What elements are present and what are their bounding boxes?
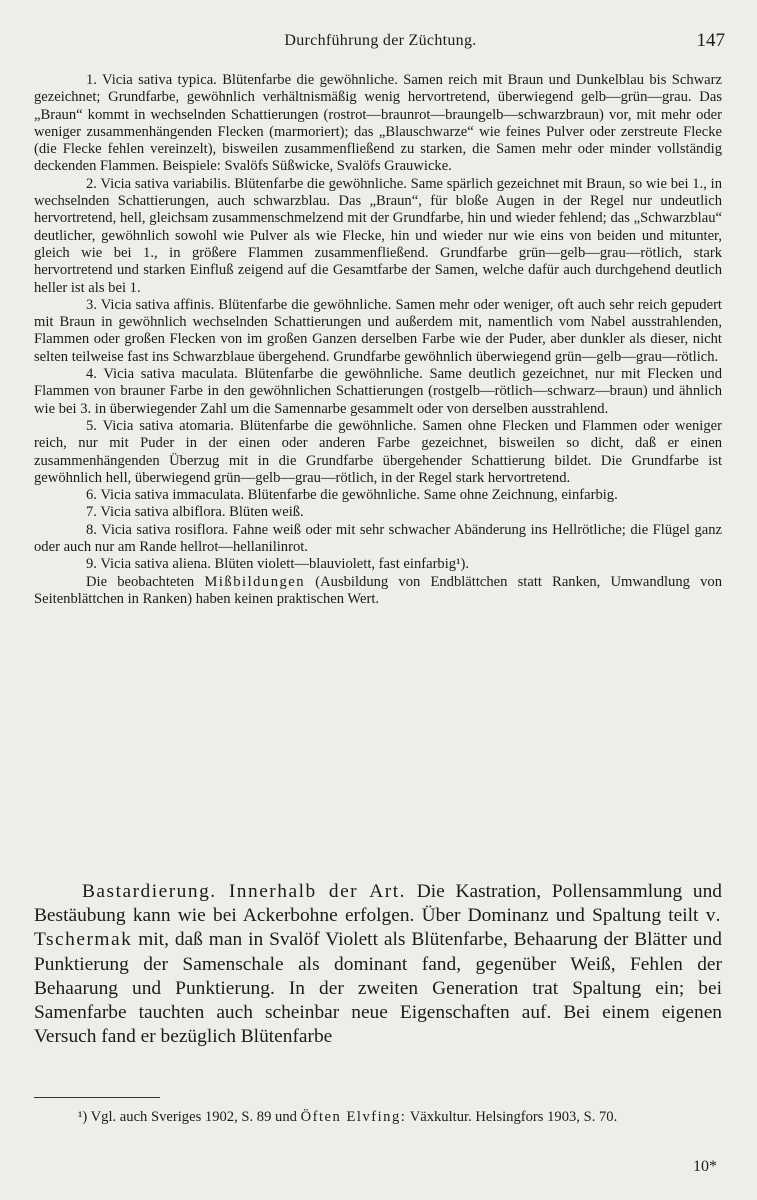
footnote xyxy=(34,1108,722,1126)
observation-lead: Die beobachteten xyxy=(86,573,205,590)
footnote-rule xyxy=(34,1097,160,1098)
footnote-author: Öften Elvfing: xyxy=(300,1109,407,1125)
variety-entry: 4. Vicia sativa maculata. Blütenfarbe die gewöhnliche. Same deutlich gezeichnet, nur mit Flecken und Flammen von brauner Farbe in den gewöhnlichen Schattierungen (rostgelb—rötlich—schwarz—braun) und ähnlich wie bei 3. in überwiegender Zahl um die Samennarbe gesammelt oder von derselben ausstrahlend. xyxy=(34,366,722,417)
hybridization-paragraph xyxy=(34,880,722,1049)
hybridization-section xyxy=(34,880,722,1049)
observation-paragraph xyxy=(34,574,722,609)
variety-entry: 8. Vicia sativa rosiflora. Fahne weiß oder mit sehr schwacher Abänderung ins Hellrötliche; die Flügel ganz oder auch nur am Rande hellrot—hellanilinrot. xyxy=(34,521,722,556)
variety-entry: 3. Vicia sativa affinis. Blütenfarbe die gewöhnliche. Samen mehr oder weniger, oft auch sehr reich gepudert mit Braun in gewöhnlich wechselnden Schattierungen und außerdem mit, namentlich vom Nabel ausstrahlenden, Flammen oder großen Flecken von im großen Ganzen derselben Farbe wie der Puder, aber dunkler als dieser, nicht selten teilweise fast ins Schwarzblaue übergehend. Grundfarbe gewöhnlich überwiegend grün—gelb—grau—rötlich. xyxy=(34,296,722,365)
page-number: 147 xyxy=(696,30,725,51)
variety-entry: 7. Vicia sativa albiflora. Blüten weiß. xyxy=(86,504,304,521)
footnote-lead: ¹) Vgl. auch Sveriges 1902, S. 89 und xyxy=(78,1109,301,1125)
observation-rest: (Ausbildung von Endblättchen statt Ranken, Umwandlung von Seitenblättchen in Ranken) haben keinen praktischen Wert. xyxy=(34,573,722,607)
variety-entry: 9. Vicia sativa aliena. Blüten violett—blauviolett, fast einfarbig¹). xyxy=(86,556,469,573)
author-name: v. Tschermak xyxy=(34,905,722,951)
hybridization-text: Die Kastration, Pollensammlung und Bestäubung kann wie bei Ackerbohne erfolgen. Über Dominanz und Spaltung teilt xyxy=(34,881,722,927)
variety-entry: 1. Vicia sativa typica. Blütenfarbe die gewöhnliche. Samen reich mit Braun und Dunkelblau bis Schwarz gezeichnet; Grundfarbe, gewöhnlich verhältnismäßig wenig hervortretend, überwiegend gelb—grün—grau. Das „Braun“ kommt in wechselnden Schattierungen (rostrot—braunrot—braungelb—schwarzbraun) vor, mit mehr oder weniger zusammenhängenden Flecken (marmoriert); das „Blauschwarze“ wie feines Pulver oder zerstreute Flecke (die Flecke fehlen vereinzelt), bisweilen zusammenfließend zu starken, die Samen mehr oder minder vollständig deckenden Flammen. Beispiele: Svalöfs Süßwicke, Svalöfs Grauwicke. xyxy=(34,72,722,175)
variety-entry: 5. Vicia sativa atomaria. Blütenfarbe die gewöhnliche. Samen ohne Flecken und Flammen oder weniger reich, nur mit Puder in der einen oder anderen Farbe gezeichnet, bisweilen so dicht, daß er einen zusammenhängenden Überzug mit in die Grundfarbe übergehender Schattierung bildet. Die Grundfarbe ist gewöhnlich hell, überwiegend grün—gelb—grau—rötlich, in der Regel stark hervortretend. xyxy=(34,417,722,486)
hybridization-heading: Bastardierung. Innerhalb der Art. xyxy=(82,881,406,902)
variety-list xyxy=(34,72,722,608)
page-header xyxy=(36,30,725,58)
running-title: Durchführung der Züchtung. xyxy=(284,32,477,49)
variety-entry: 2. Vicia sativa variabilis. Blütenfarbe die gewöhnliche. Same spärlich gezeichnet mit Braun, so wie bei 1., in wechselnden Schattierungen, auch schwarzblau. Das „Braun“, für bloße Augen in der Regel nur undeutlich hervortretend, hell, gleichsam zusammenschmelzend mit der Grundfarbe, hin und wieder fehlend; das „Schwarzblau“ deutlicher, gewöhnlich sowohl wie Pulver als wie Flecke, hin und wieder nur wie eins von beiden und mitunter, gleich wie bei 1., in größere Flammen zusammenfließend. Grundfarbe grün—gelb—grau—rötlich, stark hervortretend und starken Einfluß zeigend auf die Gesamtfarbe der Samen, welche dafür auch durchgehend deutlich heller ist als bei 1. xyxy=(34,175,722,296)
variety-entry: 6. Vicia sativa immaculata. Blütenfarbe die gewöhnliche. Same ohne Zeichnung, einfarbig. xyxy=(86,487,618,504)
hybridization-text: mit, daß man in Svalöf Violett als Blütenfarbe, Behaarung der Blätter und Punktierung der Samenschale als dominant fand, gegenüber Weiß, Fehlen der Behaarung und Punktierung. In der zweiten Generation trat Spaltung ein; bei Samenfarbe tauchten auch scheinbar neue Eigenschaften auf. Bei einem eigenen Versuch fand er bezüglich Blütenfarbe xyxy=(34,929,722,1048)
footnote-text xyxy=(34,1108,722,1126)
observation-term: Mißbildungen xyxy=(204,573,306,590)
signature-mark: 10* xyxy=(693,1158,717,1175)
footnote-rest: Växkultur. Helsingfors 1903, S. 70. xyxy=(406,1109,618,1125)
